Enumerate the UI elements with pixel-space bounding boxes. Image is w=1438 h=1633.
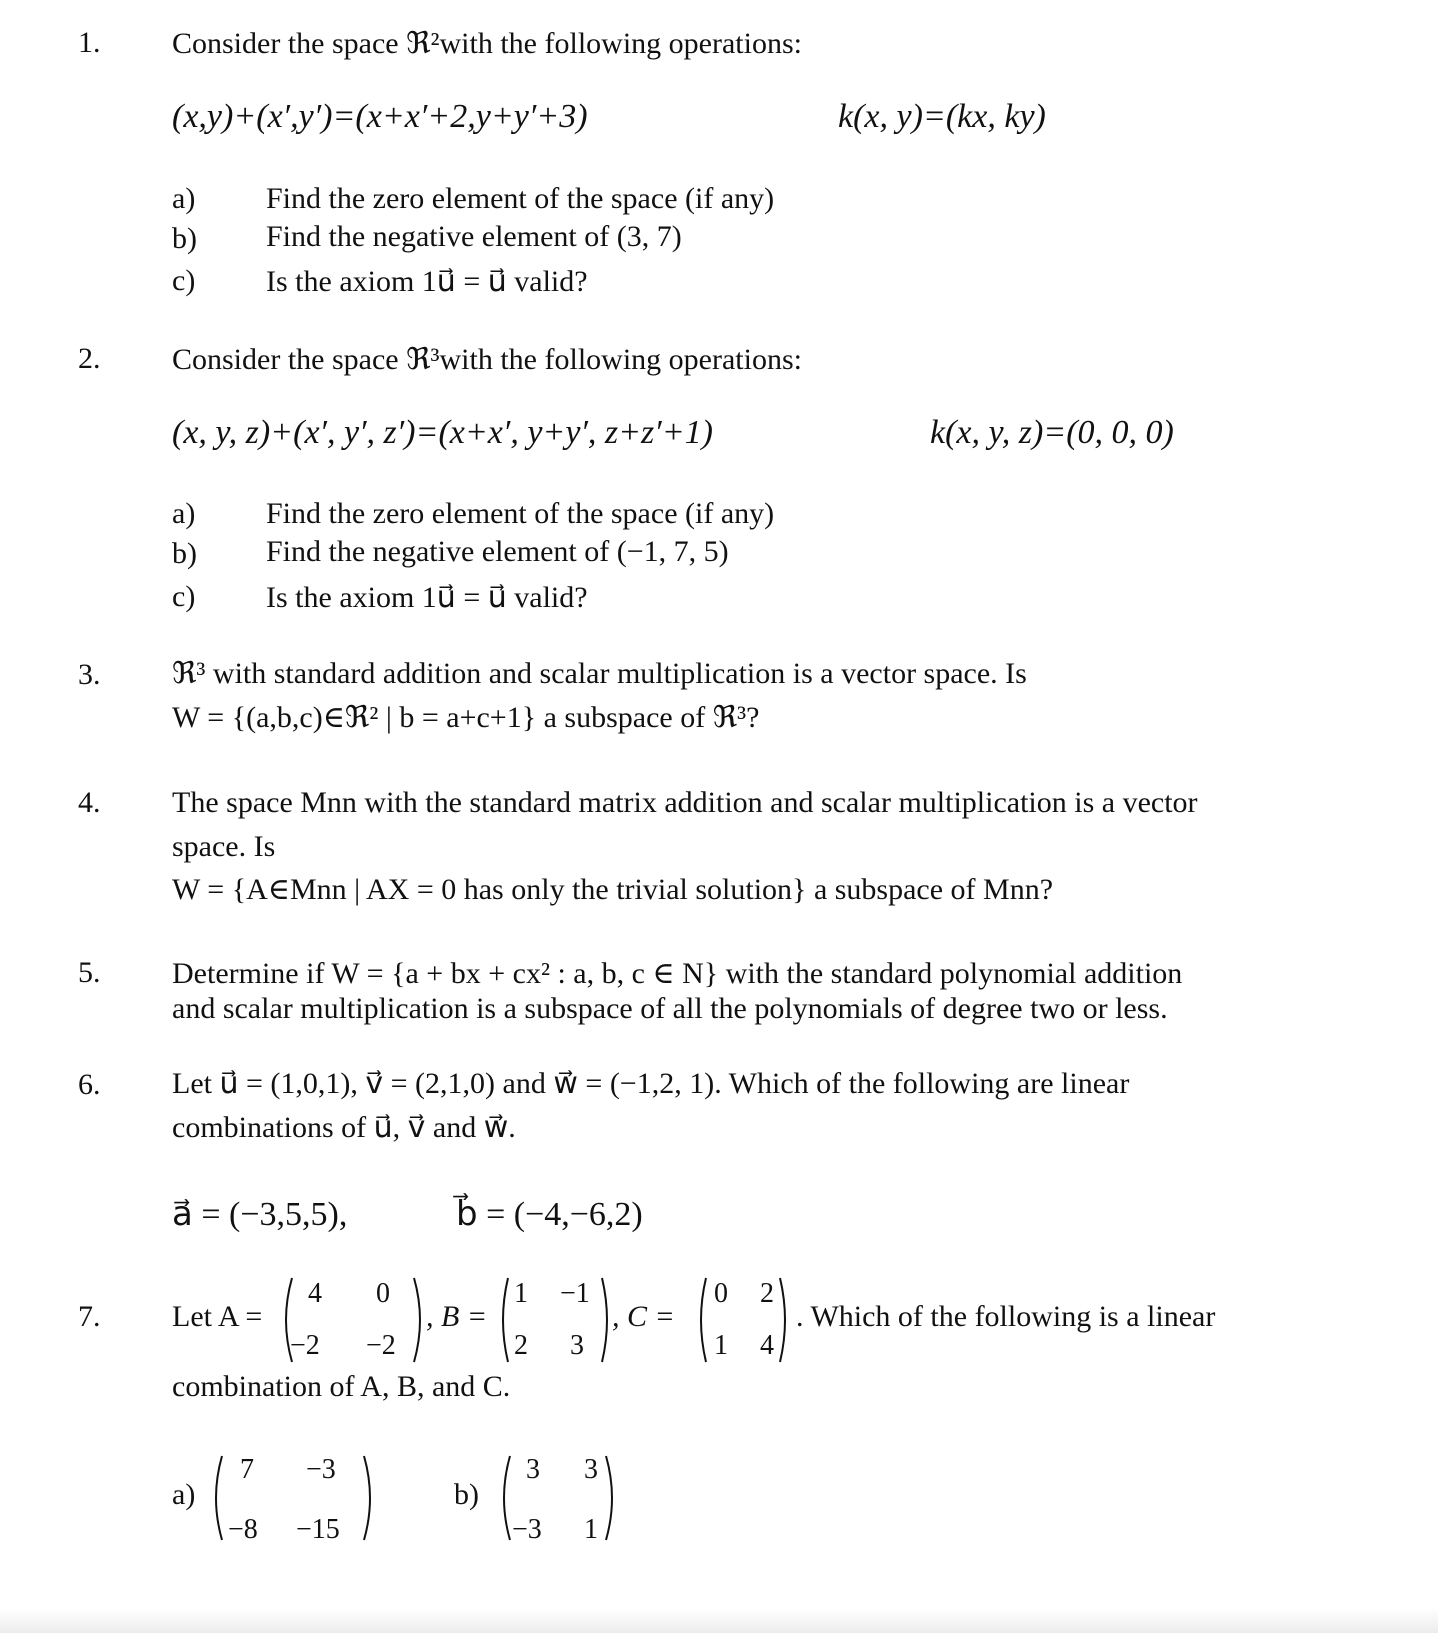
part-label: a) (172, 497, 196, 530)
question-text: W = {A∈Mnn | AX = 0 has only the trivial solution} a subspace of Mnn? (172, 873, 1054, 906)
part-text: Find the zero element of the space (if any) (266, 497, 775, 530)
part-label: c) (172, 580, 196, 613)
option-a-entry: −15 (296, 1514, 340, 1545)
question-number: 5. (78, 956, 101, 989)
question-text: The space Mnn with the standard matrix addition and scalar multiplication is a vector (172, 786, 1198, 819)
option-label: b) (454, 1478, 479, 1511)
option-b-entry: 1 (584, 1514, 598, 1545)
question-text: Let u⃗ = (1,0,1), v⃗ = (2,1,0) and w⃗ = (−1,2, 1). Which of the following are linear (172, 1067, 1130, 1100)
matrix-c-entry: 4 (760, 1330, 774, 1361)
matrix-b-entry: 1 (514, 1278, 528, 1309)
page-bottom-edge (0, 1608, 1438, 1633)
matrix-c (694, 1272, 794, 1368)
option-a-entry: 7 (240, 1454, 254, 1485)
part-label: a) (172, 182, 196, 215)
question-text: Determine if W = {a + bx + cx² : a, b, c ∈ N} with the standard polynomial addition (172, 957, 1183, 990)
option-label: a) (172, 1478, 196, 1511)
option-a-entry: −8 (228, 1514, 258, 1545)
matrix-a-label: Let A = (172, 1300, 263, 1333)
option-a-entry: −3 (306, 1454, 336, 1485)
question-text: space. Is (172, 830, 276, 863)
question-text: W = {(a,b,c)∈ℜ² | b = a+c+1} a subspace of ℜ³? (172, 701, 760, 734)
question-number: 1. (78, 26, 101, 59)
vector-a: a⃗ = (−3,5,5), (172, 1196, 348, 1233)
matrix-c-entry: 0 (714, 1278, 728, 1309)
scalar-operation: k(x, y)=(kx, ky) (838, 98, 1046, 135)
matrix-b-label: , B = (426, 1300, 488, 1333)
matrix-a-entry: −2 (366, 1330, 396, 1361)
question-number: 2. (78, 342, 101, 375)
addition-operation: (x,y)+(x′,y′)=(x+x′+2,y+y′+3) (172, 98, 588, 135)
question-text: combinations of u⃗, v⃗ and w⃗. (172, 1111, 516, 1144)
matrix-c-label: , C = (612, 1300, 675, 1333)
option-b-entry: −3 (512, 1514, 542, 1545)
part-text: Find the negative element of (−1, 7, 5) (266, 535, 729, 568)
matrix-b-entry: 3 (570, 1330, 584, 1361)
part-text: Find the zero element of the space (if any) (266, 182, 775, 215)
question-number: 4. (78, 786, 101, 819)
question-text: . Which of the following is a linear (796, 1300, 1216, 1333)
question-number: 6. (78, 1068, 101, 1101)
matrix-b-entry: −1 (560, 1278, 590, 1309)
question-intro: Consider the space ℜ³with the following operations: (172, 343, 802, 376)
part-text: Find the negative element of (3, 7) (266, 220, 682, 253)
part-label: c) (172, 264, 196, 297)
question-text: combination of A, B, and C. (172, 1370, 511, 1403)
question-number: 7. (78, 1300, 101, 1333)
matrix-b-entry: 2 (514, 1330, 528, 1361)
part-label: b) (172, 222, 197, 255)
vector-b: b⃗ = (−4,−6,2) (456, 1196, 643, 1233)
scalar-operation: k(x, y, z)=(0, 0, 0) (930, 414, 1174, 451)
part-text: Is the axiom 1u⃗ = u⃗ valid? (266, 581, 588, 614)
matrix-a-entry: 4 (308, 1278, 322, 1309)
question-text: and scalar multiplication is a subspace of all the polynomials of degree two or less. (172, 992, 1168, 1025)
part-label: b) (172, 537, 197, 570)
matrix-c-entry: 1 (714, 1330, 728, 1361)
addition-operation: (x, y, z)+(x′, y′, z′)=(x+x′, y+y′, z+z′+1) (172, 414, 713, 451)
part-text: Is the axiom 1u⃗ = u⃗ valid? (266, 265, 588, 298)
matrix-a-entry: 0 (376, 1278, 390, 1309)
question-text: ℜ³ with standard addition and scalar multiplication is a vector space. Is (172, 657, 1027, 690)
matrix-a-entry: −2 (290, 1330, 320, 1361)
question-intro: Consider the space ℜ²with the following operations: (172, 27, 802, 60)
option-b-entry: 3 (526, 1454, 540, 1485)
option-b-entry: 3 (584, 1454, 598, 1485)
matrix-c-entry: 2 (760, 1278, 774, 1309)
question-number: 3. (78, 658, 101, 691)
